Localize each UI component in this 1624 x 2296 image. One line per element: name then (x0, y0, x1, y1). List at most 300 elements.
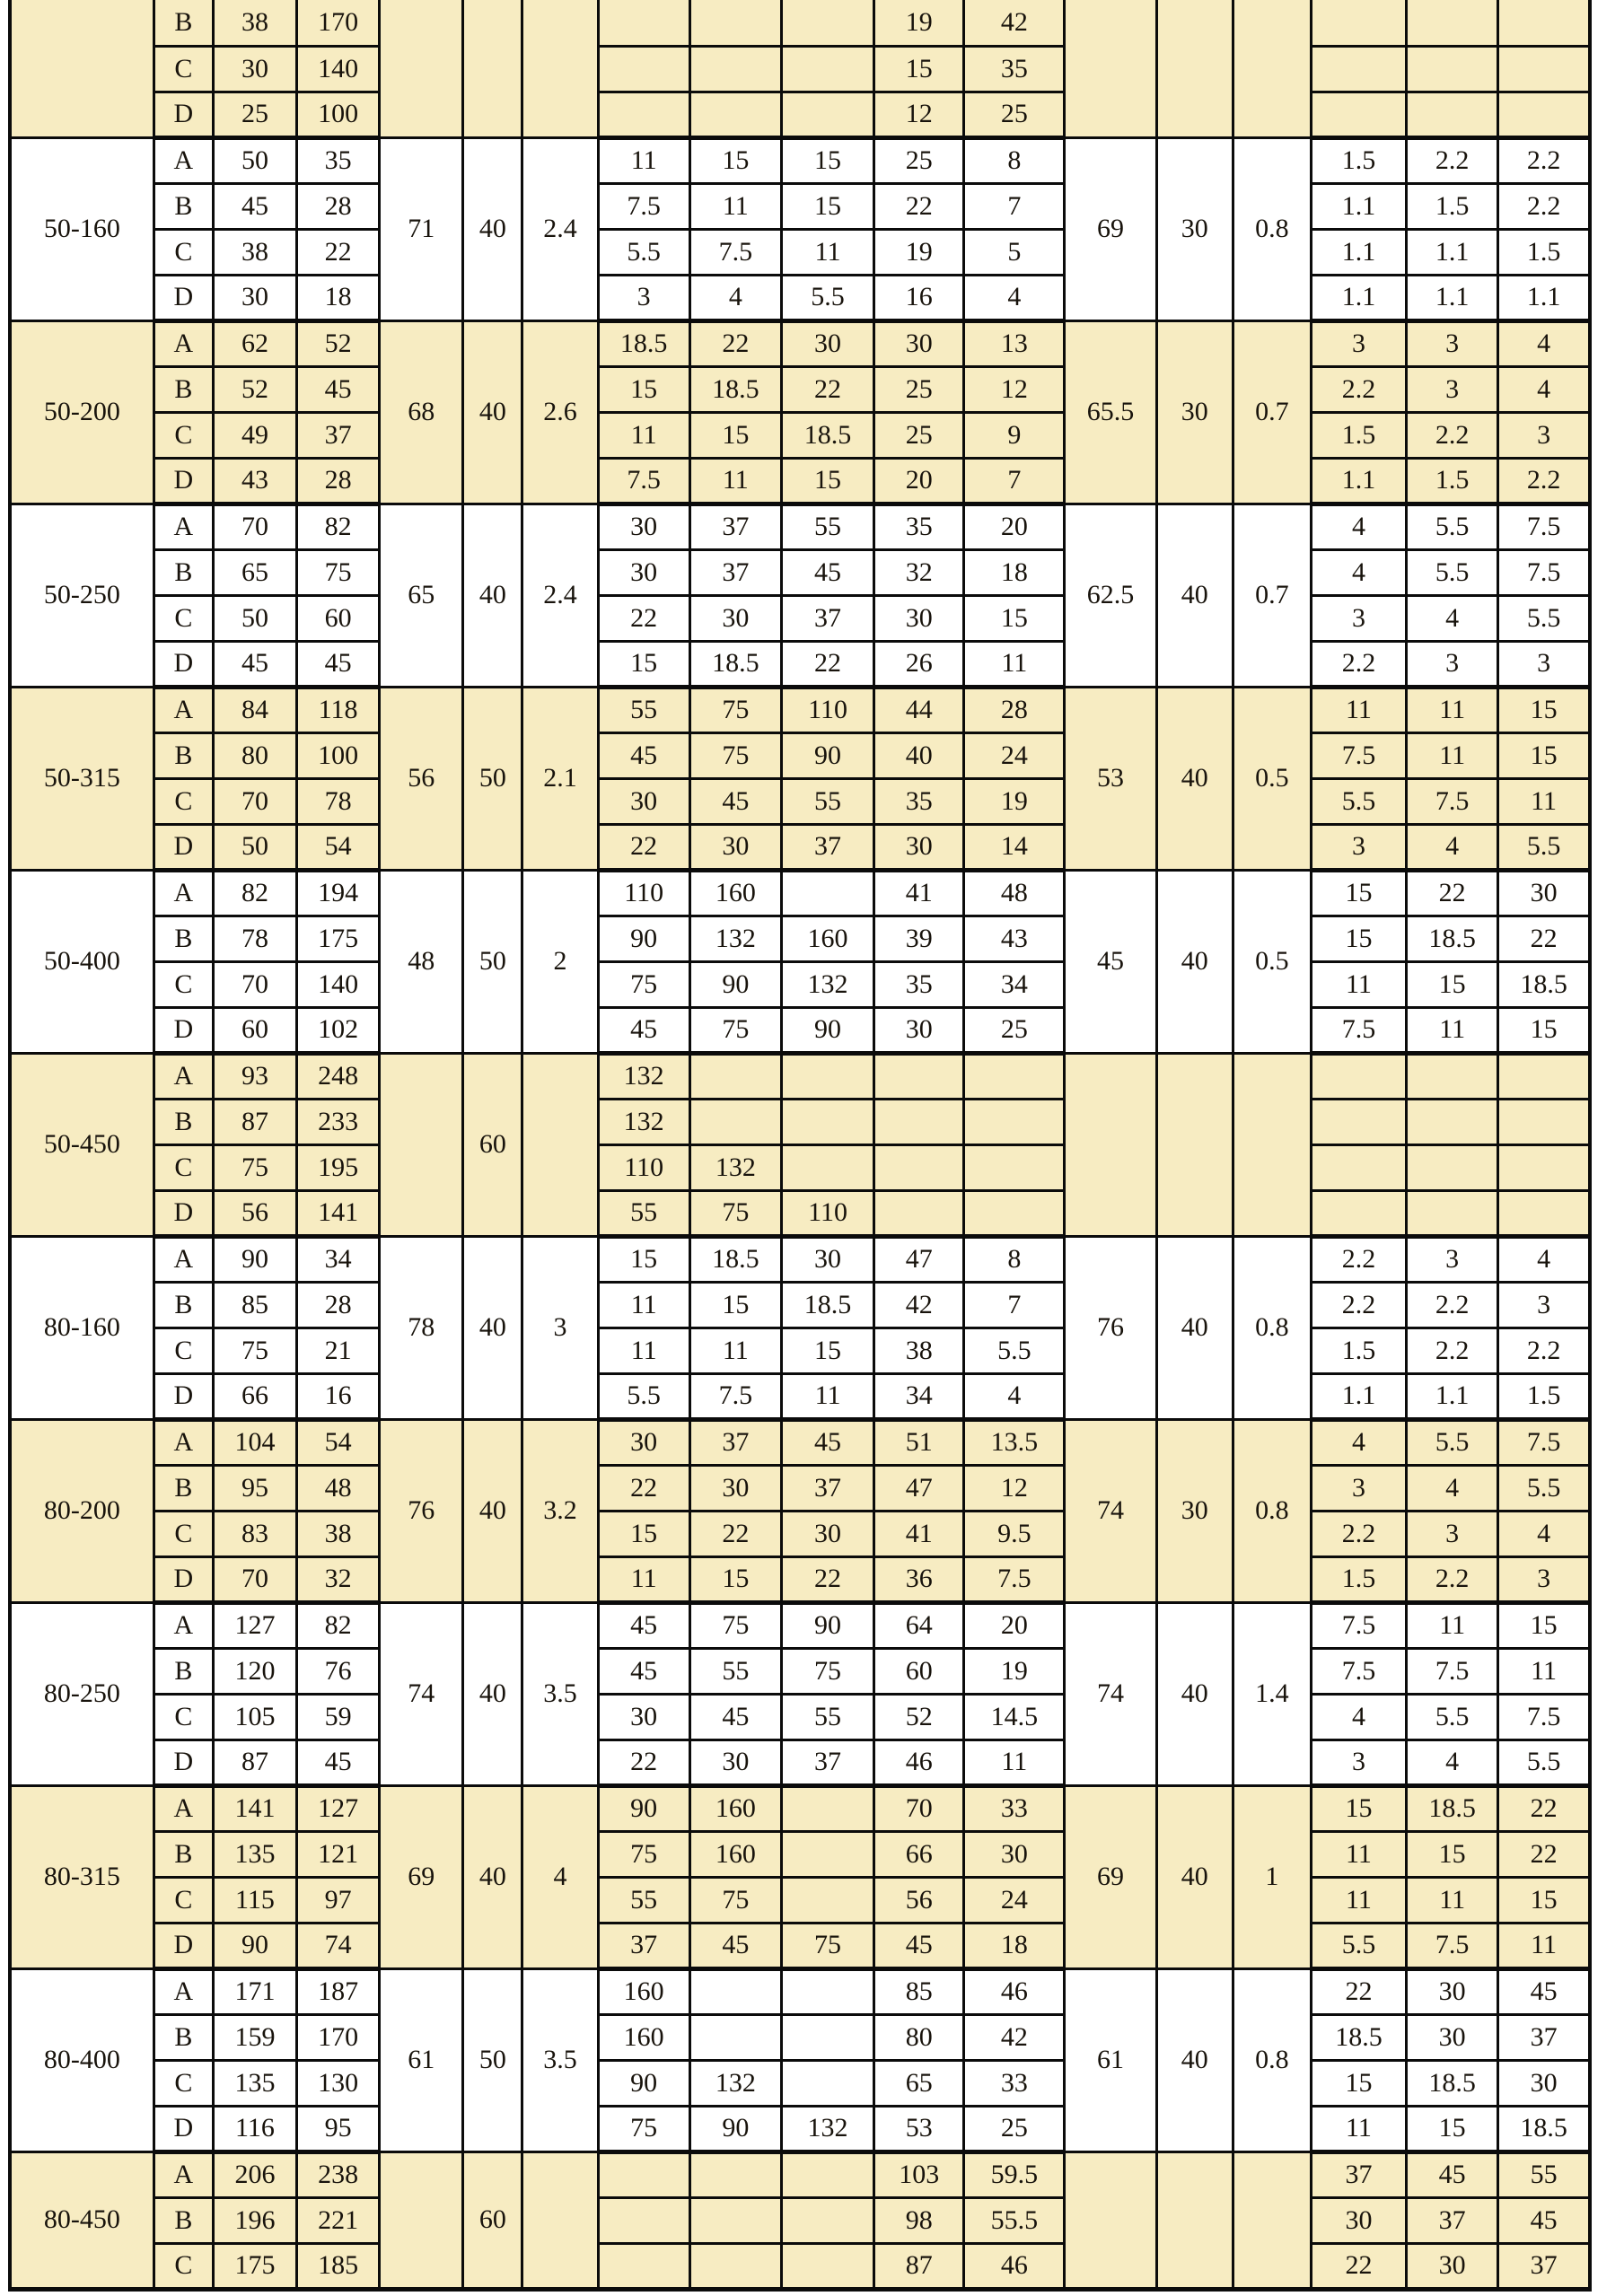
power-value-cell (1407, 1144, 1498, 1190)
merged-value-cell: 65 (380, 504, 463, 687)
value-cell: 82 (297, 1602, 380, 1648)
power-value-cell: 30 (1311, 2197, 1406, 2243)
value-cell (598, 2243, 689, 2289)
table-row (10, 366, 1590, 412)
value-cell: 15 (689, 137, 781, 183)
power-value-cell: 3 (1407, 366, 1498, 412)
value-cell: 18.5 (689, 1236, 781, 1282)
value-cell (781, 1877, 873, 1923)
value-cell: 32 (874, 549, 964, 595)
grade-cell: A (154, 687, 213, 732)
value-cell: 19 (874, 229, 964, 275)
power-value-cell: 1.1 (1311, 275, 1406, 320)
power-value-cell (1498, 92, 1590, 137)
power-value-cell: 1.5 (1498, 1373, 1590, 1419)
merged-value-cell: 0.7 (1233, 320, 1311, 504)
value-cell: 28 (964, 687, 1065, 732)
grade-cell: B (154, 732, 213, 778)
value-cell: 30 (689, 595, 781, 641)
power-value-cell: 2.2 (1311, 1511, 1406, 1556)
value-cell: 15 (781, 458, 873, 504)
power-value-cell: 18.5 (1407, 2060, 1498, 2106)
value-cell: 54 (297, 824, 380, 870)
grade-cell: B (154, 2197, 213, 2243)
value-cell: 30 (874, 824, 964, 870)
power-value-cell: 1.1 (1311, 458, 1406, 504)
value-cell: 90 (598, 916, 689, 961)
value-cell: 140 (297, 961, 380, 1007)
power-value-cell: 22 (1311, 2243, 1406, 2289)
merged-value-cell: 2.6 (522, 320, 598, 504)
table-row (10, 595, 1590, 641)
value-cell: 5.5 (964, 1328, 1065, 1373)
value-cell (598, 2197, 689, 2243)
table-row (10, 183, 1590, 229)
value-cell: 48 (964, 870, 1065, 916)
merged-value-cell: 3.5 (522, 1602, 598, 1785)
power-value-cell: 4 (1498, 320, 1590, 366)
merged-value-cell: 78 (380, 1236, 463, 1419)
value-cell: 11 (781, 229, 873, 275)
grade-cell: D (154, 458, 213, 504)
value-cell (964, 1144, 1065, 1190)
grade-cell: B (154, 1282, 213, 1328)
power-value-cell: 4 (1311, 504, 1406, 549)
value-cell: 55 (781, 504, 873, 549)
value-cell: 30 (964, 1831, 1065, 1877)
merged-value-cell: 40 (1156, 1968, 1233, 2151)
power-value-cell: 4 (1498, 366, 1590, 412)
value-cell: 30 (781, 1236, 873, 1282)
value-cell: 22 (598, 1465, 689, 1511)
value-cell: 53 (874, 2106, 964, 2151)
value-cell: 37 (689, 504, 781, 549)
merged-value-cell: 48 (380, 870, 463, 1053)
power-value-cell: 45 (1407, 2151, 1498, 2197)
value-cell: 74 (297, 1923, 380, 1968)
power-value-cell (1498, 1190, 1590, 1236)
value-cell: 33 (964, 2060, 1065, 2106)
power-value-cell: 5.5 (1498, 1465, 1590, 1511)
value-cell: 90 (689, 961, 781, 1007)
value-cell: 34 (964, 961, 1065, 1007)
power-value-cell: 7.5 (1407, 1923, 1498, 1968)
value-cell: 22 (598, 824, 689, 870)
value-cell: 35 (874, 961, 964, 1007)
power-value-cell (1498, 1144, 1590, 1190)
power-value-cell: 37 (1311, 2151, 1406, 2197)
value-cell: 4 (964, 275, 1065, 320)
value-cell: 104 (213, 1419, 296, 1465)
table-row (10, 870, 1590, 916)
merged-value-cell (1233, 2151, 1311, 2289)
value-cell: 34 (874, 1373, 964, 1419)
power-value-cell: 1.5 (1311, 137, 1406, 183)
value-cell: 8 (964, 1236, 1065, 1282)
power-value-cell: 3 (1311, 595, 1406, 641)
value-cell: 11 (964, 641, 1065, 687)
table-row (10, 1740, 1590, 1785)
grade-cell: A (154, 504, 213, 549)
value-cell: 121 (297, 1831, 380, 1877)
table-row (10, 92, 1590, 137)
power-value-cell: 11 (1311, 2106, 1406, 2151)
grade-cell: D (154, 1373, 213, 1419)
value-cell: 83 (213, 1511, 296, 1556)
merged-value-cell: 0.5 (1233, 687, 1311, 870)
value-cell: 55 (781, 778, 873, 824)
grade-cell: D (154, 1190, 213, 1236)
table-row (10, 1877, 1590, 1923)
grade-cell: A (154, 1602, 213, 1648)
value-cell: 15 (598, 1511, 689, 1556)
value-cell (781, 870, 873, 916)
grade-cell: D (154, 275, 213, 320)
value-cell: 36 (874, 1556, 964, 1602)
value-cell: 42 (874, 1282, 964, 1328)
value-cell: 18.5 (689, 366, 781, 412)
power-value-cell: 7.5 (1407, 1648, 1498, 1694)
power-value-cell: 4 (1311, 1419, 1406, 1465)
merged-value-cell: 4 (522, 1785, 598, 1968)
value-cell: 30 (689, 824, 781, 870)
value-cell: 248 (297, 1053, 380, 1099)
value-cell: 90 (781, 732, 873, 778)
value-cell: 95 (297, 2106, 380, 2151)
table-row (10, 1190, 1590, 1236)
value-cell: 196 (213, 2197, 296, 2243)
value-cell (689, 1968, 781, 2014)
table-row (10, 1648, 1590, 1694)
power-value-cell (1407, 46, 1498, 92)
value-cell: 7.5 (598, 458, 689, 504)
value-cell: 206 (213, 2151, 296, 2197)
value-cell: 103 (874, 2151, 964, 2197)
power-value-cell: 15 (1311, 2060, 1406, 2106)
table-row (10, 504, 1590, 549)
value-cell: 45 (598, 1007, 689, 1053)
merged-value-cell: 40 (463, 1602, 522, 1785)
value-cell (781, 1785, 873, 1831)
value-cell: 85 (213, 1282, 296, 1328)
power-value-cell: 2.2 (1311, 1236, 1406, 1282)
grade-cell: C (154, 595, 213, 641)
power-value-cell: 1.1 (1407, 229, 1498, 275)
value-cell: 30 (874, 320, 964, 366)
power-value-cell (1407, 92, 1498, 137)
table-row (10, 1511, 1590, 1556)
merged-value-cell: 0.7 (1233, 504, 1311, 687)
value-cell: 16 (297, 1373, 380, 1419)
value-cell: 43 (213, 458, 296, 504)
power-value-cell: 5.5 (1407, 1419, 1498, 1465)
value-cell: 78 (213, 916, 296, 961)
value-cell: 11 (781, 1373, 873, 1419)
value-cell: 45 (598, 732, 689, 778)
merged-value-cell: 40 (463, 504, 522, 687)
power-value-cell: 1.5 (1311, 1328, 1406, 1373)
value-cell: 5.5 (598, 1373, 689, 1419)
value-cell: 75 (689, 1602, 781, 1648)
value-cell: 35 (964, 46, 1065, 92)
power-value-cell: 7.5 (1311, 1602, 1406, 1648)
power-value-cell: 4 (1407, 1465, 1498, 1511)
merged-value-cell: 40 (463, 1785, 522, 1968)
value-cell: 30 (598, 504, 689, 549)
merged-value-cell (463, 0, 522, 137)
value-cell: 110 (598, 870, 689, 916)
value-cell: 7.5 (964, 1556, 1065, 1602)
power-value-cell: 11 (1407, 1007, 1498, 1053)
merged-value-cell: 69 (1065, 1785, 1156, 1968)
value-cell: 110 (598, 1144, 689, 1190)
model-cell: 50-450 (10, 1053, 154, 1236)
value-cell: 75 (689, 1190, 781, 1236)
power-value-cell: 3 (1311, 1740, 1406, 1785)
value-cell: 135 (213, 2060, 296, 2106)
value-cell: 28 (297, 183, 380, 229)
power-value-cell: 3 (1498, 1556, 1590, 1602)
value-cell: 15 (781, 183, 873, 229)
value-cell: 13.5 (964, 1419, 1065, 1465)
grade-cell: B (154, 366, 213, 412)
power-value-cell (1498, 1053, 1590, 1099)
value-cell: 46 (964, 1968, 1065, 2014)
value-cell: 55 (598, 1190, 689, 1236)
power-value-cell: 30 (1407, 2014, 1498, 2060)
value-cell: 18.5 (781, 1282, 873, 1328)
power-value-cell: 22 (1498, 1785, 1590, 1831)
value-cell: 127 (213, 1602, 296, 1648)
value-cell: 7 (964, 183, 1065, 229)
value-cell: 9.5 (964, 1511, 1065, 1556)
merged-value-cell: 69 (380, 1785, 463, 1968)
value-cell: 70 (213, 778, 296, 824)
table-row (10, 1144, 1590, 1190)
table-row (10, 0, 1590, 46)
power-value-cell: 2.2 (1407, 1328, 1498, 1373)
value-cell: 26 (874, 641, 964, 687)
value-cell (781, 1968, 873, 2014)
grade-cell: B (154, 2014, 213, 2060)
value-cell: 45 (598, 1602, 689, 1648)
merged-value-cell: 2.4 (522, 137, 598, 320)
grade-cell: A (154, 1968, 213, 2014)
value-cell: 75 (598, 1831, 689, 1877)
value-cell: 5.5 (598, 229, 689, 275)
value-cell: 45 (598, 1648, 689, 1694)
power-value-cell: 4 (1311, 1694, 1406, 1740)
merged-value-cell (1065, 0, 1156, 137)
value-cell: 30 (781, 1511, 873, 1556)
grade-cell: C (154, 961, 213, 1007)
power-value-cell: 37 (1407, 2197, 1498, 2243)
table-row (10, 458, 1590, 504)
power-value-cell: 7.5 (1498, 549, 1590, 595)
value-cell: 102 (297, 1007, 380, 1053)
value-cell: 66 (213, 1373, 296, 1419)
model-cell: 80-400 (10, 1968, 154, 2151)
power-value-cell: 4 (1407, 824, 1498, 870)
value-cell: 115 (213, 1877, 296, 1923)
value-cell: 45 (297, 366, 380, 412)
table-row (10, 137, 1590, 183)
value-cell: 132 (689, 916, 781, 961)
power-value-cell: 2.2 (1498, 137, 1590, 183)
value-cell (874, 1144, 964, 1190)
value-cell: 5 (964, 229, 1065, 275)
merged-value-cell: 61 (380, 1968, 463, 2151)
value-cell: 11 (689, 1328, 781, 1373)
value-cell: 56 (213, 1190, 296, 1236)
value-cell: 25 (964, 1007, 1065, 1053)
value-cell: 170 (297, 2014, 380, 2060)
value-cell (964, 1190, 1065, 1236)
merged-value-cell: 76 (1065, 1236, 1156, 1419)
value-cell: 45 (689, 1694, 781, 1740)
power-value-cell: 11 (1498, 1923, 1590, 1968)
value-cell: 35 (874, 778, 964, 824)
value-cell: 4 (964, 1373, 1065, 1419)
value-cell (964, 1053, 1065, 1099)
value-cell: 15 (964, 595, 1065, 641)
table-row (10, 2014, 1590, 2060)
power-value-cell: 22 (1311, 1968, 1406, 2014)
value-cell (689, 92, 781, 137)
value-cell: 11 (598, 137, 689, 183)
value-cell: 25 (964, 92, 1065, 137)
power-value-cell (1407, 1099, 1498, 1144)
merged-value-cell (1156, 2151, 1233, 2289)
grade-cell: A (154, 320, 213, 366)
value-cell: 64 (874, 1602, 964, 1648)
value-cell: 49 (213, 412, 296, 458)
value-cell: 45 (297, 1740, 380, 1785)
merged-value-cell (1156, 1053, 1233, 1236)
model-cell: 50-315 (10, 687, 154, 870)
power-value-cell: 30 (1498, 870, 1590, 916)
value-cell: 48 (297, 1465, 380, 1511)
grade-cell: C (154, 778, 213, 824)
grade-cell: B (154, 916, 213, 961)
value-cell: 22 (689, 320, 781, 366)
power-value-cell: 7.5 (1498, 1694, 1590, 1740)
table-row (10, 549, 1590, 595)
value-cell: 28 (297, 1282, 380, 1328)
value-cell: 30 (689, 1740, 781, 1785)
value-cell: 185 (297, 2243, 380, 2289)
power-value-cell: 11 (1498, 778, 1590, 824)
power-value-cell: 18.5 (1407, 916, 1498, 961)
table-row (10, 1602, 1590, 1648)
value-cell: 11 (689, 183, 781, 229)
power-value-cell: 11 (1407, 687, 1498, 732)
value-cell: 22 (598, 595, 689, 641)
value-cell: 82 (297, 504, 380, 549)
value-cell: 90 (213, 1923, 296, 1968)
value-cell: 15 (689, 1556, 781, 1602)
value-cell: 7 (964, 458, 1065, 504)
merged-value-cell: 60 (463, 1053, 522, 1236)
value-cell: 132 (781, 961, 873, 1007)
value-cell: 22 (874, 183, 964, 229)
value-cell: 132 (598, 1099, 689, 1144)
value-cell: 160 (598, 1968, 689, 2014)
value-cell: 24 (964, 732, 1065, 778)
value-cell: 30 (874, 1007, 964, 1053)
value-cell: 19 (964, 778, 1065, 824)
value-cell: 15 (689, 1282, 781, 1328)
value-cell: 175 (213, 2243, 296, 2289)
value-cell: 45 (874, 1923, 964, 1968)
power-value-cell (1311, 92, 1406, 137)
value-cell (874, 1099, 964, 1144)
grade-cell: D (154, 1923, 213, 1968)
grade-cell: B (154, 183, 213, 229)
value-cell: 75 (213, 1328, 296, 1373)
grade-cell: A (154, 1053, 213, 1099)
power-value-cell: 3 (1407, 641, 1498, 687)
value-cell: 70 (213, 961, 296, 1007)
value-cell: 20 (874, 458, 964, 504)
grade-cell: C (154, 46, 213, 92)
table-row (10, 1419, 1590, 1465)
merged-value-cell (1156, 0, 1233, 137)
grade-cell: D (154, 1556, 213, 1602)
value-cell: 46 (964, 2243, 1065, 2289)
power-value-cell: 1.5 (1498, 229, 1590, 275)
value-cell: 40 (874, 732, 964, 778)
pump-performance-table (8, 0, 1592, 2292)
merged-value-cell: 68 (380, 320, 463, 504)
value-cell: 11 (689, 458, 781, 504)
value-cell (781, 2151, 873, 2197)
grade-cell: D (154, 1740, 213, 1785)
value-cell: 90 (781, 1602, 873, 1648)
value-cell: 90 (598, 1785, 689, 1831)
value-cell (781, 2243, 873, 2289)
model-cell: 50-200 (10, 320, 154, 504)
value-cell: 43 (964, 916, 1065, 961)
table-row (10, 1465, 1590, 1511)
power-value-cell: 15 (1407, 2106, 1498, 2151)
grade-cell: A (154, 1419, 213, 1465)
value-cell: 45 (781, 1419, 873, 1465)
value-cell (689, 2151, 781, 2197)
value-cell: 37 (781, 595, 873, 641)
value-cell: 84 (213, 687, 296, 732)
power-value-cell: 11 (1407, 1602, 1498, 1648)
value-cell: 62 (213, 320, 296, 366)
grade-cell: A (154, 1785, 213, 1831)
power-value-cell: 5.5 (1311, 1923, 1406, 1968)
value-cell: 120 (213, 1648, 296, 1694)
power-value-cell: 7.5 (1311, 1007, 1406, 1053)
merged-value-cell: 53 (1065, 687, 1156, 870)
grade-cell: C (154, 1328, 213, 1373)
power-value-cell: 11 (1311, 1831, 1406, 1877)
grade-cell: C (154, 1694, 213, 1740)
table-row (10, 687, 1590, 732)
value-cell: 37 (689, 1419, 781, 1465)
value-cell: 70 (213, 504, 296, 549)
value-cell: 140 (297, 46, 380, 92)
merged-value-cell: 50 (463, 687, 522, 870)
value-cell: 3 (598, 275, 689, 320)
power-value-cell: 11 (1407, 1877, 1498, 1923)
power-value-cell: 22 (1498, 916, 1590, 961)
value-cell: 11 (598, 1556, 689, 1602)
